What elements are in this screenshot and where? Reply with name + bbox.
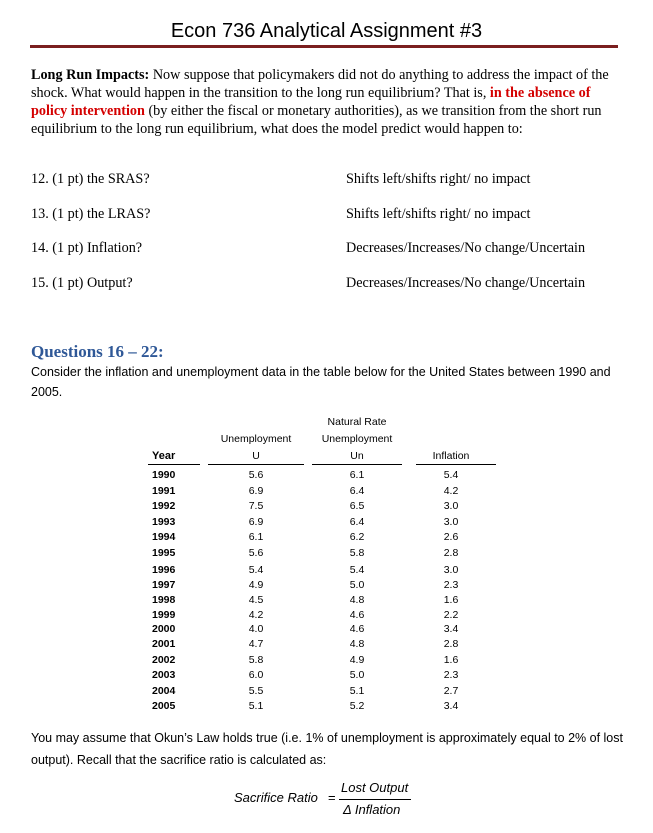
- fraction-bar: [339, 799, 411, 800]
- question-14-options: Decreases/Increases/No change/Uncertain: [346, 240, 586, 256]
- row-year: 1991: [152, 485, 176, 497]
- row-inflation: 3.4: [443, 700, 459, 712]
- row-natural-rate: 6.4: [349, 516, 365, 528]
- row-inflation: 3.0: [443, 516, 459, 528]
- formula-numerator: Lost Output: [341, 780, 409, 795]
- row-unemployment: 4.9: [248, 579, 264, 591]
- question-15-options: Decreases/Increases/No change/Uncertain: [346, 275, 586, 291]
- intro-text-1: Now suppose that policymakers did not do anything to address the impact of the shock. What would happen in the transition to the long run equilibrium? That is,: [31, 67, 609, 101]
- row-inflation: 2.8: [443, 547, 459, 559]
- header-u: U: [252, 450, 260, 462]
- row-unemployment: 7.5: [248, 500, 264, 512]
- row-inflation: 1.6: [443, 654, 459, 666]
- row-natural-rate: 6.4: [349, 485, 365, 497]
- row-natural-rate: 5.4: [349, 564, 365, 576]
- question-15-label: 15. (1 pt) Output?: [31, 275, 133, 291]
- section-description: Consider the inflation and unemployment data in the table below for the United States between 1990 and 2005.: [31, 365, 611, 399]
- row-unemployment: 6.1: [248, 531, 264, 543]
- header-natural-rate: Natural Rate: [327, 416, 387, 428]
- question-12-label: 12. (1 pt) the SRAS?: [31, 171, 150, 187]
- row-inflation: 2.2: [443, 609, 459, 621]
- header-rule-inflation: [416, 464, 496, 465]
- question-13-options: Shifts left/shifts right/ no impact: [346, 206, 531, 222]
- header-inflation: Inflation: [432, 450, 470, 462]
- row-inflation: 5.4: [443, 469, 459, 481]
- header-year: Year: [152, 450, 176, 462]
- row-year: 1992: [152, 500, 176, 512]
- row-natural-rate: 6.5: [349, 500, 365, 512]
- header-rule-u: [208, 464, 304, 465]
- row-inflation: 3.0: [443, 500, 459, 512]
- header-rule-un: [312, 464, 402, 465]
- header-natural-unemployment: Unemployment: [321, 433, 393, 445]
- formula-denominator: Δ Inflation: [343, 802, 401, 817]
- row-unemployment: 6.0: [248, 669, 264, 681]
- row-inflation: 3.4: [443, 623, 459, 635]
- row-natural-rate: 5.8: [349, 547, 365, 559]
- question-14-label: 14. (1 pt) Inflation?: [31, 240, 143, 256]
- row-inflation: 3.0: [443, 564, 459, 576]
- okun-note: You may assume that Okun’s Law holds true (i.e. 1% of unemployment is approximately equal to 2% of lost output). Recall that the sacrifice ratio is calculated as:: [31, 731, 623, 767]
- row-year: 1998: [152, 594, 176, 606]
- row-inflation: 2.7: [443, 685, 459, 697]
- row-natural-rate: 6.2: [349, 531, 365, 543]
- row-natural-rate: 4.8: [349, 638, 365, 650]
- row-inflation: 4.2: [443, 485, 459, 497]
- intro-lead: Long Run Impacts:: [31, 67, 150, 83]
- row-natural-rate: 4.6: [349, 623, 365, 635]
- row-unemployment: 5.8: [248, 654, 264, 666]
- row-year: 1996: [152, 564, 176, 576]
- intro-text-2: (by either the fiscal or monetary authorities), as we transition from the short run equilibrium to the long run equilibrium, what does the model predict would happen to:: [31, 103, 602, 137]
- row-unemployment: 4.0: [248, 623, 264, 635]
- row-year: 1994: [152, 531, 176, 543]
- row-year: 1997: [152, 579, 176, 591]
- row-unemployment: 5.6: [248, 547, 264, 559]
- question-12-options: Shifts left/shifts right/ no impact: [346, 171, 531, 187]
- row-year: 2001: [152, 638, 176, 650]
- section-title: Questions 16 – 22:: [31, 342, 164, 361]
- row-year: 1995: [152, 547, 176, 559]
- row-year: 2000: [152, 623, 176, 635]
- row-unemployment: 5.5: [248, 685, 264, 697]
- row-unemployment: 4.2: [248, 609, 264, 621]
- row-natural-rate: 5.1: [349, 685, 365, 697]
- row-unemployment: 5.6: [248, 469, 264, 481]
- header-unemployment: Unemployment: [220, 433, 292, 445]
- row-inflation: 2.8: [443, 638, 459, 650]
- row-unemployment: 4.5: [248, 594, 264, 606]
- row-natural-rate: 6.1: [349, 469, 365, 481]
- row-year: 2002: [152, 654, 176, 666]
- row-year: 1993: [152, 516, 176, 528]
- row-unemployment: 6.9: [248, 485, 264, 497]
- row-natural-rate: 5.0: [349, 669, 365, 681]
- row-unemployment: 6.9: [248, 516, 264, 528]
- row-year: 2003: [152, 669, 176, 681]
- row-natural-rate: 4.8: [349, 594, 365, 606]
- header-rule-year: [148, 464, 200, 465]
- formula-lhs: Sacrifice Ratio: [234, 790, 318, 805]
- intro-emphasis: in the absence of policy intervention: [31, 85, 591, 119]
- row-year: 1999: [152, 609, 176, 621]
- row-inflation: 2.3: [443, 579, 459, 591]
- row-natural-rate: 5.2: [349, 700, 365, 712]
- header-un: Un: [350, 450, 364, 462]
- row-natural-rate: 4.9: [349, 654, 365, 666]
- row-natural-rate: 5.0: [349, 579, 365, 591]
- row-inflation: 2.3: [443, 669, 459, 681]
- page-title: Econ 736 Analytical Assignment #3: [170, 20, 483, 42]
- formula-equals: =: [328, 790, 336, 805]
- row-inflation: 2.6: [443, 531, 459, 543]
- question-13-label: 13. (1 pt) the LRAS?: [31, 206, 151, 222]
- row-unemployment: 4.7: [248, 638, 264, 650]
- row-natural-rate: 4.6: [349, 609, 365, 621]
- long-run-intro: [31, 66, 621, 138]
- row-year: 1990: [152, 469, 176, 481]
- title-divider: [30, 45, 618, 48]
- row-unemployment: 5.1: [248, 700, 264, 712]
- row-inflation: 1.6: [443, 594, 459, 606]
- row-unemployment: 5.4: [248, 564, 264, 576]
- row-year: 2005: [152, 700, 176, 712]
- row-year: 2004: [152, 685, 176, 697]
